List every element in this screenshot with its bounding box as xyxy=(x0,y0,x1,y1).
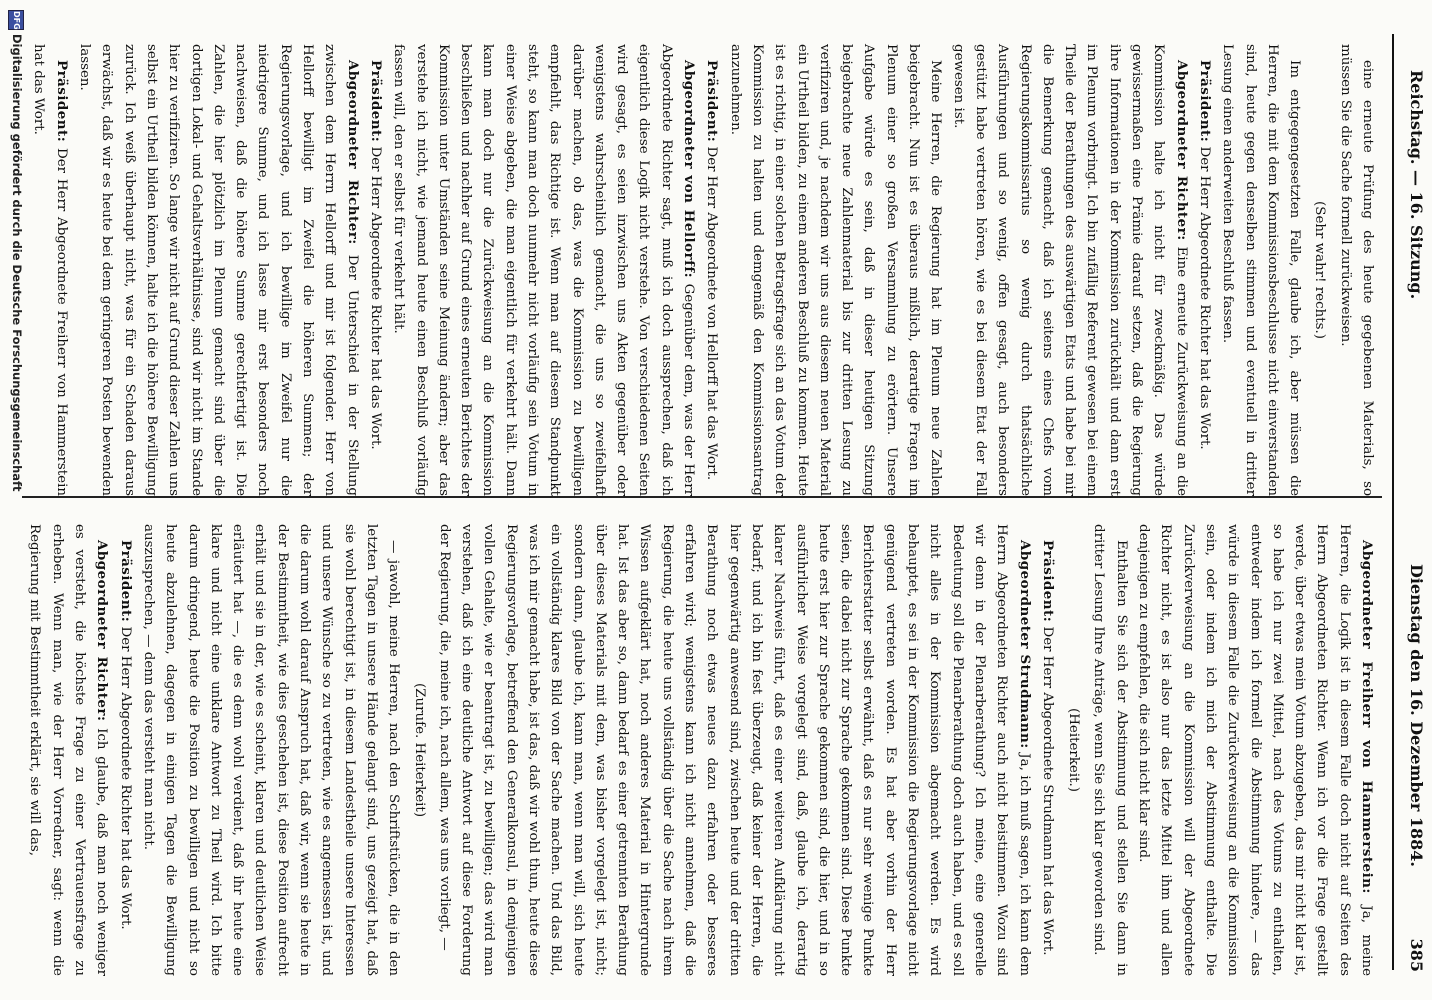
header-right: Dienstag den 16. Dezember 1884. xyxy=(1407,564,1426,867)
left-column xyxy=(27,44,1378,496)
speaker-name: Präsident: xyxy=(704,60,721,143)
speech-paragraph xyxy=(113,524,136,976)
speaker-name: Abgeordneter von Hellorff: xyxy=(681,60,698,279)
speech-paragraph xyxy=(23,524,113,976)
speech-text: Ja, ich muß sagen, ich kann dem Herrn Abgeordneten Richter auch nicht beistimmen. Wozu sind wir denn in der Plenarberathung? Ich meine, eine generelle Bedeutung soll die Plenarberathung doch auch haben, und es soll nicht alles in der Kommission abgemacht werden. Es wird behauptet, es sei in der Kommission die Regierungsvorlage nicht genügend vertreten worden. Es hat aber vorhin der Herr Berichterstatter selbst erwähnt, daß es nur sehr wenige Punkte seien, die dabei nicht zur Sprache gekommen sind. Diese Punkte heute erst hier zur Sprache gekommen sind, die hier, und in so ausführlicher Weise vorgelegt sind, daß, glaube ich, derartig klarer Nachweis führt, daß es einer weiteren Aufklärung nicht bedarf; und ich bin fest überzeugt, daß keiner der Herren, die hier gegenwärtig anwesend sind, zwischen heute und der dritten Berathung noch etwas neues dazu erfahren oder besseres erfahren wird; wenigstens kann ich nicht annehmen, daß die Regierung, die heute uns vollständig über die Sache nach ihrem Wissen aufgeklärt hat, noch anderes Material in Hintergrunde hat. Ist das aber so, dann bedarf es einer getrennten Berathung über dieses Materials mit dem, was bisher vorgelegt ist, nicht; sondern dann, glaube ich, kann man, wenn man will, sich heute ein vollständig klares Bild von der Sache machen. Und das Bild, was ich mir gemacht habe, ist das, daß wir wohl thun, heute diese Regierungsvorlage, betreffend den Generalkonsul, in demjenigen vollen Gehalte, wie er beantragt ist, zu bewilligen; das wird man verstehen, daß ich eine deutliche Antwort auf diese Forderung der Regierung, die, meine ich, nach allem, was uns vorliegt, — xyxy=(436,524,1032,976)
running-header xyxy=(1392,24,1426,972)
text-paragraph: Im entgegengesetzten Falle, glaube ich, aber müssen die Herren, die mit dem Kommissionsbeschlusse nicht einverstanden sind, heute gegen denselben stimmen und eventuell in dritter Lesung einen anderweiten Beschluß fassen. xyxy=(1220,44,1303,496)
speaker-name: Präsident: xyxy=(53,60,70,143)
stage-direction: (Sehr wahr! rechts.) xyxy=(1312,201,1328,339)
speech-text: Der Herr Abgeordnete Freiherr von Hammerstein hat das Wort. xyxy=(31,44,69,496)
speech-paragraph xyxy=(946,44,1192,496)
speech-text: Der Herr Abgeordnete Strudmann hat das Wort. xyxy=(1039,626,1055,956)
speech-text: Der Herr Abgeordnete von Hellorff hat das Wort. xyxy=(704,146,720,481)
speech-paragraph xyxy=(1132,524,1378,976)
speech-paragraph xyxy=(700,44,723,496)
funding-credit: Digitalisierung gefördert durch die Deutsche Forschungsgemeinschaft xyxy=(10,34,24,492)
speech-paragraph xyxy=(27,44,73,496)
right-column xyxy=(23,524,1378,976)
speech-text: Ja, meine Herren, die Logik ist in diesem Falle doch nicht auf Seiten des Herrn Abgeordneten Richter. Wenn ich vor die Frage gestellt werde, über etwas mein Votum abzugeben, das mir nicht klar ist, so habe ich nur zwei Mittel, nach des Votums zu enthalten, entweder indem ich formell die Abstimmung hindere, — das würde in diesem Falle die Zurückverweisung an die Kommission sein, oder indem ich mich der Abstimmung enthalte. Die Zurückverweisung an die Kommission will der Abgeordnete Richter nicht, es ist also nur das letzte Mittel ihm und allen denjenigen zu empfehlen, die sich nicht klar sind. xyxy=(1136,524,1374,976)
header-rule xyxy=(1392,34,1394,970)
speech-text: Eine erneute Zurückweisung an die Kommission halte ich nicht für zweckmäßig. Das würde gewissermaßen eine Prämie darauf setzen, daß die Regierung ihre Informationen in der Kommission zurückhält und dann erst im Plenum vorbringt. Ich bin zufällig Referent gewesen bei einem Theile der Berathungen des auswärtigen Etats und habe bei mir die Bemerkung gemacht, daß ich seitens eines Chefs vom Regierungskommissarius so wenig durch thatsächliche Ausführungen und so wenig, offen gesagt, auch besonders gestützt habe vertreten hören, wie es bei diesem Etat der Fall gewesen ist. xyxy=(950,44,1189,496)
speech-text: Der Herr Abgeordnete Richter hat das Wort. xyxy=(117,626,133,930)
speech-paragraph xyxy=(73,44,364,496)
speech-paragraph xyxy=(387,44,700,496)
speech-text: Der Unterschied in der Stellung zwischen dem Herrn Hellorff und mir ist folgender. Herr von Hellorff bewilligt im Zweifel die höheren Summen; der Regierungsvorlage, und ich bewillige im Zweifel nur die niedrigere Summe, und ich lasse mir erst besonders noch nachweisen, daß die höhere Summe gerechtfertigt ist. Die Zahlen, die hier plötzlich im Plenum gemacht sind über die dortigen Lokal- und Gehaltsverhältnisse, sind wir nicht im Stande hier zu verifiziren. So lange wir nicht auf Grund dieser Zahlen uns selbst ein Urtheil bilden können, halte ich die höhere Bewilligung zurück. Ich weiß überhaupt nicht, was für ein Schaden daraus erwächst, daß wir es heute bei dem geringeren Posten bewenden lassen. xyxy=(77,44,360,497)
speech-paragraph xyxy=(364,44,387,496)
speaker-name: Präsident: xyxy=(1039,540,1056,623)
text-paragraph: Enthalten Sie sich der Abstimmung und stellen Sie dann in dritter Lesung Ihre Anträge, wenn Sie sich klar geworden sind. xyxy=(1091,524,1129,976)
speech-text: Ich glaube, daß man noch weniger es versteht, die höchste Frage zu einer Vertrauensfrage zu erheben. Wenn man, wie der Herr Vorredner, sagt: wenn die Regierung mit Bestimmtheit erklärt, sie will das, xyxy=(27,524,110,977)
speaker-name: Präsident: xyxy=(367,60,384,143)
speaker-name: Abgeordneter Richter: xyxy=(94,540,111,722)
speech-text: Der Herr Abgeordnete Richter hat das Wort. xyxy=(367,146,383,450)
dfg-logo: DFG xyxy=(8,10,24,30)
column-divider xyxy=(22,496,1382,498)
page-number: 385 xyxy=(1407,938,1426,972)
speech-paragraph xyxy=(1193,44,1216,496)
speech-paragraph xyxy=(433,524,1036,976)
text-paragraph: Meine Herren, die Regierung hat im Plenum neue Zahlen beigebracht. Nun ist es überaus mißlich, derartige Fragen im Plenum einer so großen Versammlung zu erörtern. Unsere Aufgabe würde es sein, daß in dieser heutigen Sitzung beigebrachte neue Zahlenmaterial bis zur dritten Lesung zu verifiziren und, je nachdem wir uns aus diesem neuen Material ein Urtheil bilden, zu einem anderen Beschluß zu kommen. Heute ist es richtig, in einer solchen Betragsfrage sich an das Votum der Kommission zu halten und demgemäß den Kommissionsantrag anzunehmen. xyxy=(727,44,944,496)
speaker-name: Präsident: xyxy=(117,540,134,623)
speech-paragraph xyxy=(1036,524,1059,976)
stage-direction: (Zurufe. Heiterkeit) xyxy=(411,682,427,818)
speaker-name: Abgeordneter Freiherr von Hammerstein: xyxy=(1359,540,1375,894)
header-left: Reichstag. — 16. Sitzung. xyxy=(1407,70,1426,300)
speaker-name: Abgeordneter Richter: xyxy=(344,60,361,245)
speaker-name: Abgeordneter Richter: xyxy=(1173,60,1190,241)
speaker-name: Abgeordneter Strudmann: xyxy=(1016,540,1033,749)
stage-direction: (Heiterkeit.) xyxy=(1066,708,1082,792)
speaker-name: Präsident: xyxy=(1196,60,1213,143)
text-paragraph: — jawohl, meine Herren, nach den Schriftstücken, die in den letzten Tagen in unsere Hände gelangt sind, uns gezeigt hat, daß sie wohl berechtigt ist, in diesem Landestheile unsere Interessen und unsere Wünsche so zu vertreten, wie es angemessen ist, und die darum wohl darauf Anspruch hat, daß wir, wenn sie heute in der Bestimmtheit, wie dies geschehen ist, diese Position aufrecht erhält und sie in der, wie es scheint, klaren und deutlichen Weise erläutert hat —, die es denn wohl verdient, daß ihr heute eine klare und nicht eine unklare Antwort zu Theil wird. Ich bitte darum dringend, heute die Position zu bewilligen und nicht so heute abzulehnen, dagegen in einigen Tagen die Bewilligung auszusprechen, — denn das versteht man nicht. xyxy=(140,524,402,976)
speech-text: Gegenüber dem, was der Herr Abgeordnete Richter sagt, muß ich doch aussprechen, daß ich eigentlich diese Logik nicht verstehe. Von verschiedenen Seiten wird gesagt, es seien inzwischen uns Akten gegenüber oder wenigstens wahrscheinlich gemacht, die uns so zweifelhaft darüber machen, ob das, was die Kommission zu bewilligen empfiehlt, das Richtige ist. Wenn man auf diesem Standpunkt steht, so kann man doch nunmehr nicht vorläufig sein Votum in einer Weise abgeben, die man eigentlich für verkehrt hält. Dann kann man doch nur die Zurückweisung an die Kommission beschließen und nachher auf Grund eines erneuten Berichtes der Kommission unter Umständen seine Meinung ändern; aber das verstehe ich nicht, wie jemand heute einen Beschluß vorläufig fassen will, den er selbst für verkehrt hält. xyxy=(391,44,697,496)
text-paragraph: eine erneute Prüfung des heute gegebenen Materials, so müssen Sie die Sache formell zurückweisen. xyxy=(1337,44,1375,496)
speech-text: Der Herr Abgeordnete Richter hat das Wort. xyxy=(1196,146,1212,450)
footer-credit-band xyxy=(0,0,30,1000)
